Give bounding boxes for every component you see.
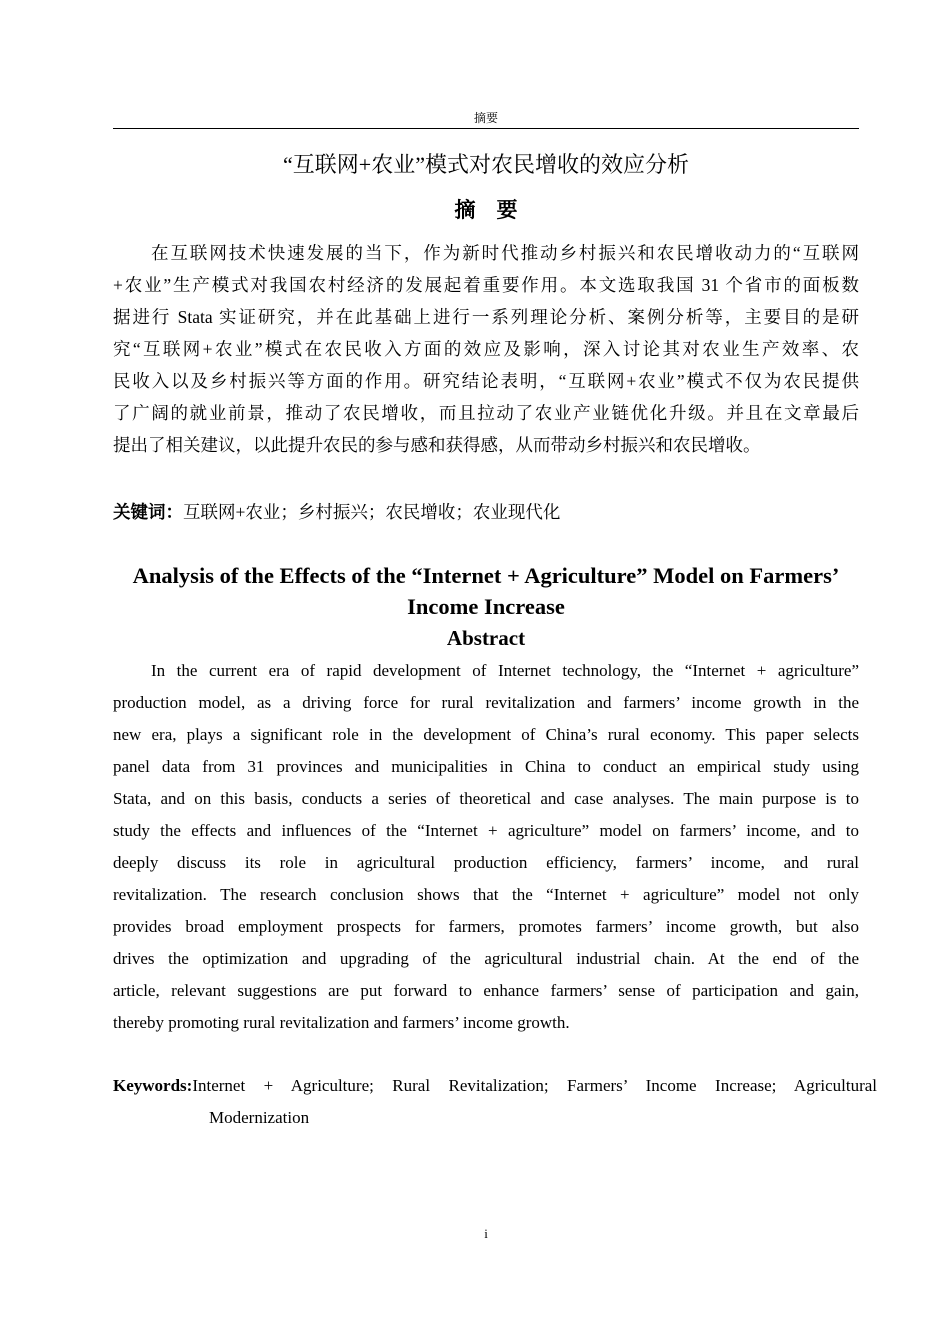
abstract-line: 据进行 Stata 实证研究，并在此基础上进行一系列理论分析、案例分析等，主要目的是研 [113, 307, 859, 327]
keywords-value-continued: Modernization [209, 1108, 310, 1127]
english-title [113, 560, 859, 622]
english-title-line: Analysis of the Effects of the “Internet + Agriculture” Model on Farmers’ [132, 563, 840, 588]
english-abstract-heading: Abstract [446, 626, 526, 650]
english-title-line: Income Increase [407, 594, 565, 619]
abstract-line: drives the optimization and upgrading of the agricultural industrial chain. At the end of the [113, 949, 859, 968]
abstract-line: In the current era of rapid development of Internet technology, the “Internet + agriculture” [151, 661, 859, 680]
abstract-line: article, relevant suggestions are put forward to enhance farmers’ sense of participation and gain, [113, 981, 859, 1000]
chinese-abstract-heading: 摘 要 [454, 198, 518, 222]
header-rule [113, 128, 859, 129]
abstract-line: 民收入以及乡村振兴等方面的作用。研究结论表明，“互联网+农业”模式不仅为农民提供 [113, 371, 859, 391]
abstract-line: 提出了相关建议，以此提升农民的参与感和获得感，从而带动乡村振兴和农民增收。 [113, 435, 761, 455]
abstract-line: 究“互联网+农业”模式在农民收入方面的效应及影响，深入讨论其对农业生产效率、农 [113, 339, 859, 359]
abstract-line: thereby promoting rural revitalization and farmers’ income growth. [113, 1013, 570, 1032]
chinese-title: “互联网+农业”模式对农民增收的效应分析 [283, 152, 689, 177]
running-header: 摘要 [473, 111, 498, 125]
abstract-line: Stata, and on this basis, conducts a series of theoretical and case analyses. The main purpose is to [113, 789, 859, 808]
abstract-line: deeply discuss its role in agricultural production efficiency, farmers’ income, and rural [113, 853, 859, 872]
abstract-line: 了广阔的就业前景，推动了农民增收，而且拉动了农业产业链优化升级。并且在文章最后 [113, 403, 859, 423]
abstract-line: new era, plays a significant role in the development of China’s rural economy. This paper selects [113, 725, 859, 744]
page-number: i [484, 1226, 488, 1241]
abstract-line: +农业”生产模式对我国农村经济的发展起着重要作用。本文选取我国 31 个省市的面板数 [113, 275, 859, 295]
chinese-keywords [113, 496, 859, 528]
english-keywords [113, 1070, 877, 1134]
keywords-label: 关键词： [113, 502, 183, 522]
english-abstract-body [113, 655, 859, 1039]
keywords-value: 互联网+农业；乡村振兴；农民增收；农业现代化 [183, 502, 561, 522]
chinese-abstract-body [113, 237, 859, 461]
abstract-line: study the effects and influences of the “Internet + agriculture” model on farmers’ income, and to [113, 821, 859, 840]
abstract-line: provides broad employment prospects for farmers, promotes farmers’ income growth, but also [113, 917, 859, 936]
abstract-line: revitalization. The research conclusion shows that the “Internet + agriculture” model not only [113, 885, 859, 904]
abstract-line: production model, as a driving force for rural revitalization and farmers’ income growth in the [113, 693, 859, 712]
keywords-value: Internet + Agriculture; Rural Revitalization; Farmers’ Income Increase; Agricultural [192, 1076, 877, 1095]
keywords-label: Keywords: [113, 1076, 193, 1095]
abstract-line: 在互联网技术快速发展的当下，作为新时代推动乡村振兴和农民增收动力的“互联网 [151, 243, 859, 263]
abstract-line: panel data from 31 provinces and municipalities in China to conduct an empirical study using [113, 757, 859, 776]
